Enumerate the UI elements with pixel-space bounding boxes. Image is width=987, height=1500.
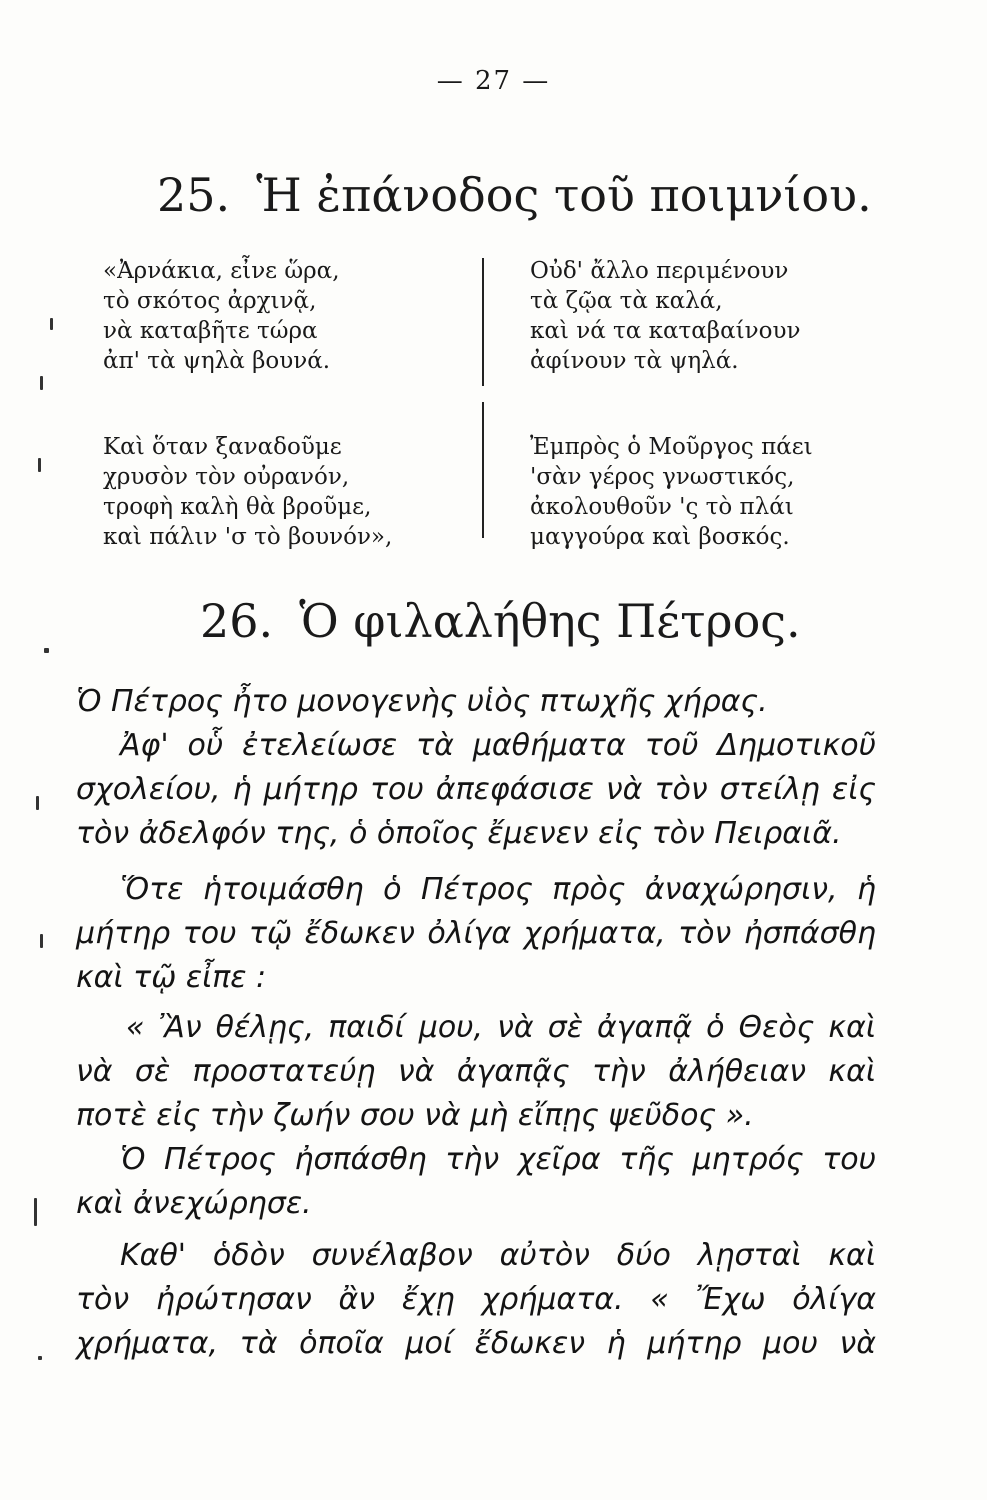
- margin-mark: [38, 1356, 42, 1360]
- poem-line: χρυσὸν τὸν οὐρανόν,: [103, 464, 350, 490]
- prose-line: τὸν ἠρώτησαν ἂν ἔχῃ χρήματα. « Ἔχω ὀλίγα: [76, 1282, 876, 1317]
- stanza-gap: [530, 376, 813, 432]
- paragraph-5: [76, 1138, 876, 1226]
- prose-line: νὰ σὲ προστατεύῃ νὰ ἀγαπᾷς τὴν ἀλήθειαν καὶ: [76, 1054, 876, 1089]
- section-25-number: 25.: [157, 168, 231, 222]
- poem-line: Ἐμπρὸς ὁ Μοῦργος πάει: [530, 434, 813, 460]
- prose-line: μήτηρ του τῷ ἔδωκεν ὀλίγα χρήματα, τὸν ἠσπάσθη: [76, 916, 876, 951]
- paragraph-6: [76, 1234, 876, 1366]
- margin-mark: [44, 648, 49, 653]
- poem-line: καὶ πάλιν 'σ τὸ βουνόν»,: [103, 524, 393, 550]
- margin-mark: [40, 934, 43, 948]
- poem-line: ἀκολουθοῦν 'ς τὸ πλάι: [530, 494, 794, 520]
- prose-line: Καθ' ὁδὸν συνέλαβον αὐτὸν δύο λῃσταὶ καὶ: [120, 1238, 876, 1273]
- section-26-heading: [200, 594, 801, 648]
- prose-line: ποτὲ εἰς τὴν ζωήν σου νὰ μὴ εἴπῃς ψεῦδος ».: [76, 1098, 754, 1133]
- paragraph-2: [76, 724, 876, 856]
- poem-line: τὸ σκότος ἀρχινᾷ,: [103, 288, 317, 314]
- margin-mark: [38, 458, 41, 472]
- column-divider: [482, 258, 484, 386]
- paragraph-1: [76, 680, 876, 724]
- section-26-title: Ὁ φιλαλήθης Πέτρος.: [299, 594, 801, 648]
- poem-line: Οὐδ' ἄλλο περιμένουν: [530, 258, 789, 284]
- section-25-heading: [157, 168, 872, 222]
- poem-line: «Ἀρνάκια, εἶνε ὥρα,: [103, 258, 340, 284]
- prose-line: χρήματα, τὰ ὁποῖα μοί ἔδωκεν ἡ μήτηρ μου νὰ: [76, 1326, 876, 1361]
- poem-line: 'σὰν γέρος γνωστικός,: [530, 464, 795, 490]
- prose-line: Ἀφ' οὗ ἐτελείωσε τὰ μαθήματα τοῦ Δημοτικοῦ: [120, 728, 876, 763]
- prose-line: σχολείου, ἡ μήτηρ του ἀπεφάσισε νὰ τὸν στείλῃ εἰς: [76, 772, 876, 807]
- margin-mark: [34, 1198, 37, 1226]
- poem-line: τὰ ζῷα τὰ καλά,: [530, 288, 723, 314]
- prose-line: Ὅτε ἡτοιμάσθη ὁ Πέτρος πρὸς ἀναχώρησιν, ἡ: [120, 872, 876, 907]
- poem-line: καὶ νά τα καταβαίνουν: [530, 318, 801, 344]
- margin-mark: [50, 318, 53, 330]
- column-divider: [482, 402, 484, 538]
- poem-line: ἀπ' τὰ ψηλὰ βουνά.: [103, 348, 331, 374]
- prose-line: Ὁ Πέτρος ἠσπάσθη τὴν χεῖρα τῆς μητρός του: [120, 1142, 876, 1177]
- poem-left-column: [103, 256, 392, 552]
- margin-mark: [40, 376, 43, 390]
- section-26-number: 26.: [200, 594, 274, 648]
- prose-line: « Ἂν θέλῃς, παιδί μου, νὰ σὲ ἀγαπᾷ ὁ Θεὸς καὶ: [126, 1010, 876, 1045]
- poem-right-column: [530, 256, 813, 552]
- stanza-gap: [103, 376, 392, 432]
- poem-line: μαγγούρα καὶ βοσκός.: [530, 524, 790, 550]
- prose-line: καὶ τῷ εἶπε :: [76, 960, 267, 995]
- poem-line: Καὶ ὅταν ξαναδοῦμε: [103, 434, 342, 460]
- poem-line: νὰ καταβῆτε τώρα: [103, 318, 318, 344]
- paragraph-3: [76, 868, 876, 1000]
- prose-line: τὸν ἀδελφόν της, ὁ ὁποῖος ἔμενεν εἰς τὸν Πειραιᾶ.: [76, 816, 842, 851]
- paragraph-4: [76, 1006, 876, 1138]
- poem-line: τροφὴ καλὴ θὰ βροῦμε,: [103, 494, 372, 520]
- prose-line: Ὁ Πέτρος ἦτο μονογενὴς υἱὸς πτωχῆς χήρας.: [76, 684, 768, 719]
- section-25-title: Ἡ ἐπάνοδος τοῦ ποιμνίου.: [256, 168, 872, 222]
- margin-mark: [36, 796, 39, 810]
- poem-line: ἀφίνουν τὰ ψηλά.: [530, 348, 739, 374]
- prose-line: καὶ ἀνεχώρησε.: [76, 1186, 312, 1221]
- page-number: — 27 —: [436, 66, 551, 96]
